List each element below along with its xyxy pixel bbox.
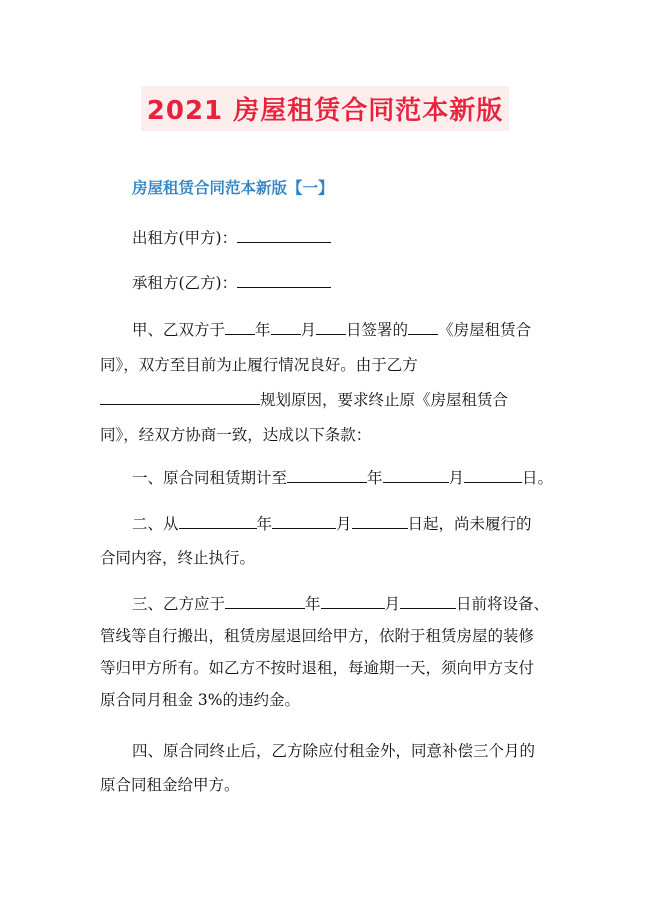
intro-paragraph xyxy=(100,313,560,453)
lessee-label: 承租方(乙方)： xyxy=(132,274,238,292)
clause-text: 三、乙方应于 xyxy=(132,595,226,613)
contract-blank xyxy=(408,316,438,335)
month-label: 月 xyxy=(448,469,465,487)
intro-line-4: 同》，经双方协商一致，达成以下条款： xyxy=(100,426,372,444)
clause-text: 日前将设备、 xyxy=(456,595,550,613)
year-label: 年 xyxy=(255,321,271,339)
year-label: 年 xyxy=(367,469,383,487)
day-label: 日签署的 xyxy=(346,321,409,339)
document-title xyxy=(0,86,650,131)
year-blank xyxy=(225,590,305,609)
lessee-line xyxy=(132,267,592,299)
intro-text: 甲、乙双方于 xyxy=(132,321,226,339)
month-label: 月 xyxy=(336,515,352,533)
intro-line-3 xyxy=(100,383,560,418)
year-blank xyxy=(225,316,255,335)
clause-text: 一、原合同租赁期计至 xyxy=(132,469,288,487)
intro-text: 规划原因，要求终止原《房屋租赁合 xyxy=(260,391,509,409)
document-title-text: 2021 房屋租赁合同范本新版 xyxy=(141,86,509,131)
lessor-label: 出租方(甲方)： xyxy=(132,229,238,247)
clause-4 xyxy=(100,734,560,802)
month-label: 月 xyxy=(384,595,401,613)
month-blank xyxy=(321,590,385,609)
day-blank xyxy=(400,590,456,609)
lessee-blank xyxy=(237,269,331,288)
month-blank xyxy=(272,510,336,529)
clause-3-line-4: 原合同月租金 3%的违约金。 xyxy=(100,691,301,709)
clause-text: 二、从 xyxy=(132,515,179,533)
month-label: 月 xyxy=(300,321,317,339)
month-blank xyxy=(383,464,449,483)
year-label: 年 xyxy=(256,515,273,533)
clause-2 xyxy=(100,507,560,575)
month-blank xyxy=(271,316,301,335)
clause-1 xyxy=(100,462,560,494)
year-blank xyxy=(287,464,367,483)
clause-2-line-1 xyxy=(100,507,560,541)
clause-3-line-1 xyxy=(100,588,560,620)
clause-3-line-2: 管线等自行搬出，租赁房屋退回给甲方，依附于租赁房屋的装修 xyxy=(100,627,535,645)
clause-3-line-3: 等归甲方所有。如乙方不按时退租，每逾期一天，须向甲方支付 xyxy=(100,659,535,677)
lessor-line xyxy=(132,222,592,254)
clause-3 xyxy=(100,588,560,716)
intro-line-2: 同》，双方至目前为止履行情况良好。由于乙方 xyxy=(100,356,418,374)
contract-name: 《房屋租赁合 xyxy=(438,321,532,339)
day-blank xyxy=(352,510,408,529)
day-blank xyxy=(464,464,522,483)
year-label: 年 xyxy=(305,595,321,613)
clause-4-line-2: 原合同租金给甲方。 xyxy=(100,776,240,794)
intro-line-1 xyxy=(100,313,560,348)
day-blank xyxy=(316,316,346,335)
lessor-blank xyxy=(237,224,331,243)
clause-text: 日起，尚未履行的 xyxy=(407,515,532,533)
year-blank xyxy=(179,510,257,529)
clause-2-line-2: 合同内容，终止执行。 xyxy=(100,549,256,567)
reason-blank xyxy=(100,386,260,405)
section-subtitle: 房屋租赁合同范本新版【一】 xyxy=(132,179,334,197)
day-label: 日。 xyxy=(522,469,554,487)
clause-4-line-1: 四、原合同终止后，乙方除应付租金外，同意补偿三个月的 xyxy=(132,742,536,760)
clause-1-line xyxy=(100,462,560,494)
